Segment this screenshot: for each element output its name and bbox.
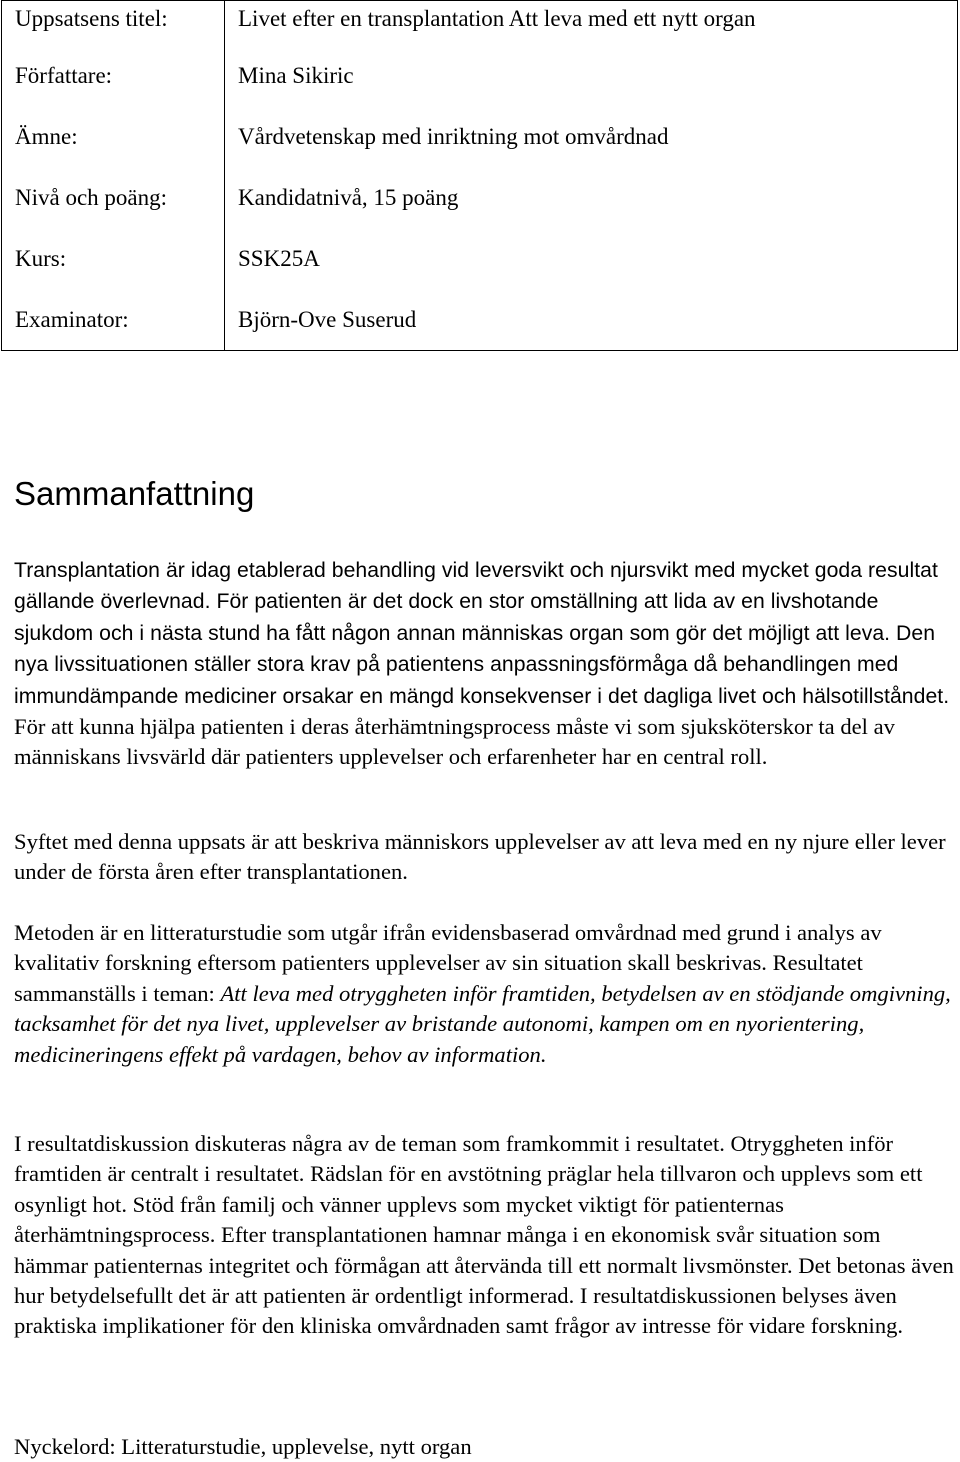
summary-paragraph-discussion: I resultatdiskussion diskuteras några av de teman som framkommit i resultatet. Otryggheten inför framtiden är centralt i resultatet. Rädslan för en avstötning präglar hela tillvaron och upplevs som ett osynligt hot. Stöd från familj och vänner upplevs som mycket viktigt för patienternas återhämtningsprocess. Efter transplantationen hamnar många i en ekonomisk svår situation som hämmar patienternas integritet och förmågan att återvända till ett normalt livsmönster. Det betonas även hur betydelsefullt det är att patienten är ordentligt informerad. I resultatdiskussionen belyses även praktiska implikationer för den kliniska omvårdnaden samt frågor av intresse för vidare forskning. <box>14 1131 954 1339</box>
metadata-value: SSK25A <box>238 246 320 271</box>
summary-paragraph-background <box>14 555 954 773</box>
metadata-row-author <box>2 45 958 106</box>
metadata-row-examiner <box>2 289 958 351</box>
metadata-value: Livet efter en transplantation Att leva med ett nytt organ <box>238 6 756 31</box>
metadata-value: Björn-Ove Suserud <box>238 307 417 332</box>
metadata-label: Uppsatsens titel: <box>2 1 225 46</box>
metadata-label: Kurs: <box>2 228 225 289</box>
summary-background-sans-text: Transplantation är idag etablerad behandling vid leversvikt och njursvikt med mycket goda resultat gällande överlevnad. För patienten är det dock en stor omställning att lida av en livshotande sjukdom och i nästa stund ha fått någon annan människas organ som gör det möjligt att leva. Den nya livssituationen ställer stora krav på patientens anpassningsförmåga då behandlingen med immundämpande mediciner orsakar en mängd konsekvenser i det dagliga livet och hälsotillståndet. <box>14 559 950 708</box>
metadata-row-level <box>2 167 958 228</box>
summary-result-themes: Att leva med otryggheten inför framtiden, betydelsen av en stödjande omgivning, tacksamhet för det nya livet, upplevelser av bristande autonomi, kampen om en nyorientering, medicineringens effekt på vardagen, behov av information. <box>14 980 951 1067</box>
metadata-label: Ämne: <box>2 106 225 167</box>
metadata-label: Examinator: <box>2 289 225 351</box>
metadata-row-title <box>2 1 958 46</box>
thesis-metadata-table <box>1 0 958 351</box>
summary-paragraph-aim: Syftet med denna uppsats är att beskriva människors upplevelser av att leva med en ny njure eller lever under de första åren efter transplantationen. <box>14 829 946 885</box>
summary-paragraph-method <box>14 918 954 1070</box>
metadata-row-subject <box>2 106 958 167</box>
metadata-value: Vårdvetenskap med inriktning mot omvårdnad <box>238 124 669 149</box>
summary-background-serif-text: För att kunna hjälpa patienten i deras återhämtningsprocess måste vi som sjuksköterskor ta del av människans livsvärld där patienters upplevelser och erfarenheter har en central roll. <box>14 714 895 770</box>
metadata-row-course <box>2 228 958 289</box>
metadata-value: Kandidatnivå, 15 poäng <box>238 185 459 210</box>
metadata-label: Författare: <box>2 45 225 106</box>
summary-keywords: Nyckelord: Litteraturstudie, upplevelse, nytt organ <box>14 1434 472 1459</box>
summary-method-text: Metoden är en litteraturstudie som utgår ifrån evidensbaserad omvårdnad med grund i analys av kvalitativ forskning eftersom patienters upplevelser av sin situation skall beskrivas. Resultatet sammanställs i teman: <box>14 920 882 1006</box>
summary-heading: Sammanfattning <box>14 475 255 512</box>
metadata-label: Nivå och poäng: <box>2 167 225 228</box>
metadata-value: Mina Sikiric <box>238 63 354 88</box>
